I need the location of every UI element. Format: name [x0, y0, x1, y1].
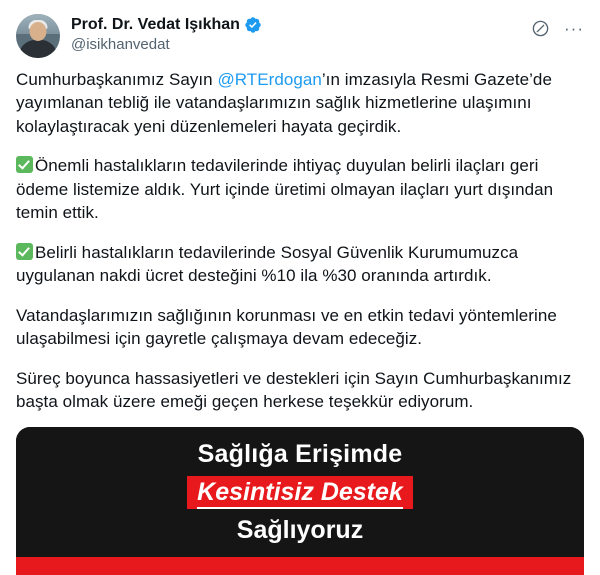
media-headline-line1: Sağlığa Erişimde: [197, 440, 403, 469]
avatar-face: [30, 22, 47, 41]
tweet-header: [16, 10, 584, 60]
more-options-icon[interactable]: [564, 18, 584, 38]
tweet-media-image[interactable]: [16, 427, 584, 575]
paragraph-1: [16, 68, 584, 138]
paragraph-3: [16, 241, 584, 288]
paragraph-3-text: Belirli hastalıkların tedavilerinde Sosyal Güvenlik Kurumumuzca uygulanan nakdi ücret desteğini %10 ila %30 oranında artırdık.: [16, 242, 519, 286]
author-handle[interactable]: @isikhanvedat: [71, 36, 170, 53]
avatar-body: [19, 40, 57, 58]
mention-link-rterdogan[interactable]: @RTErdogan: [217, 70, 322, 89]
paragraph-2: [16, 154, 584, 224]
media-accent-bar: [16, 557, 584, 575]
verified-badge-icon: [244, 16, 262, 34]
paragraph-5: Süreç boyunca hassasiyetleri ve destekleri için Sayın Cumhurbaşkanımız başta olmak üzere emeği geçen herkese teşekkür ediyorum.: [16, 368, 572, 411]
media-headline-line3: Sağlıyoruz: [236, 515, 364, 544]
media-headline-line2-text: Kesintisiz Destek: [197, 478, 403, 509]
analytics-icon[interactable]: [530, 18, 550, 38]
more-options-label: ···: [564, 18, 584, 38]
white-check-mark-icon: [16, 243, 33, 260]
display-name-row: [71, 15, 530, 35]
paragraph-1-rest: ’ın imzasıyla Resmi Gazete’de yayımlanan tebliğ ile vatandaşlarımızın sağlık hizmetlerine ulaşımını kolaylaştıracak yeni düzenlemeleri hayata geçirdik.: [16, 70, 552, 136]
paragraph-1-lead: Cumhurbaşkanımız Sayın: [16, 70, 218, 89]
paragraph-4: Vatandaşlarımızın sağlığının korunması ve en etkin tedavi yöntemlerine ulaşabilmesi için gayretle çalışmaya devam edeceğiz.: [16, 305, 557, 349]
author-block: [71, 14, 530, 55]
paragraph-2-text: Önemli hastalıkların tedavilerinde ihtiyaç duyulan belirli ilaçları geri ödeme listemize aldık. Yurt içinde üretimi olmayan ilaçları yurt dışından temin ettik.: [16, 156, 554, 223]
author-display-name[interactable]: Prof. Dr. Vedat Işıkhan: [71, 16, 240, 33]
white-check-mark-icon: [16, 156, 33, 173]
avatar[interactable]: [16, 14, 60, 58]
media-content: [16, 427, 584, 575]
media-headline-line2: [187, 476, 413, 509]
tweet-text: [16, 60, 584, 413]
header-actions: [530, 14, 584, 38]
